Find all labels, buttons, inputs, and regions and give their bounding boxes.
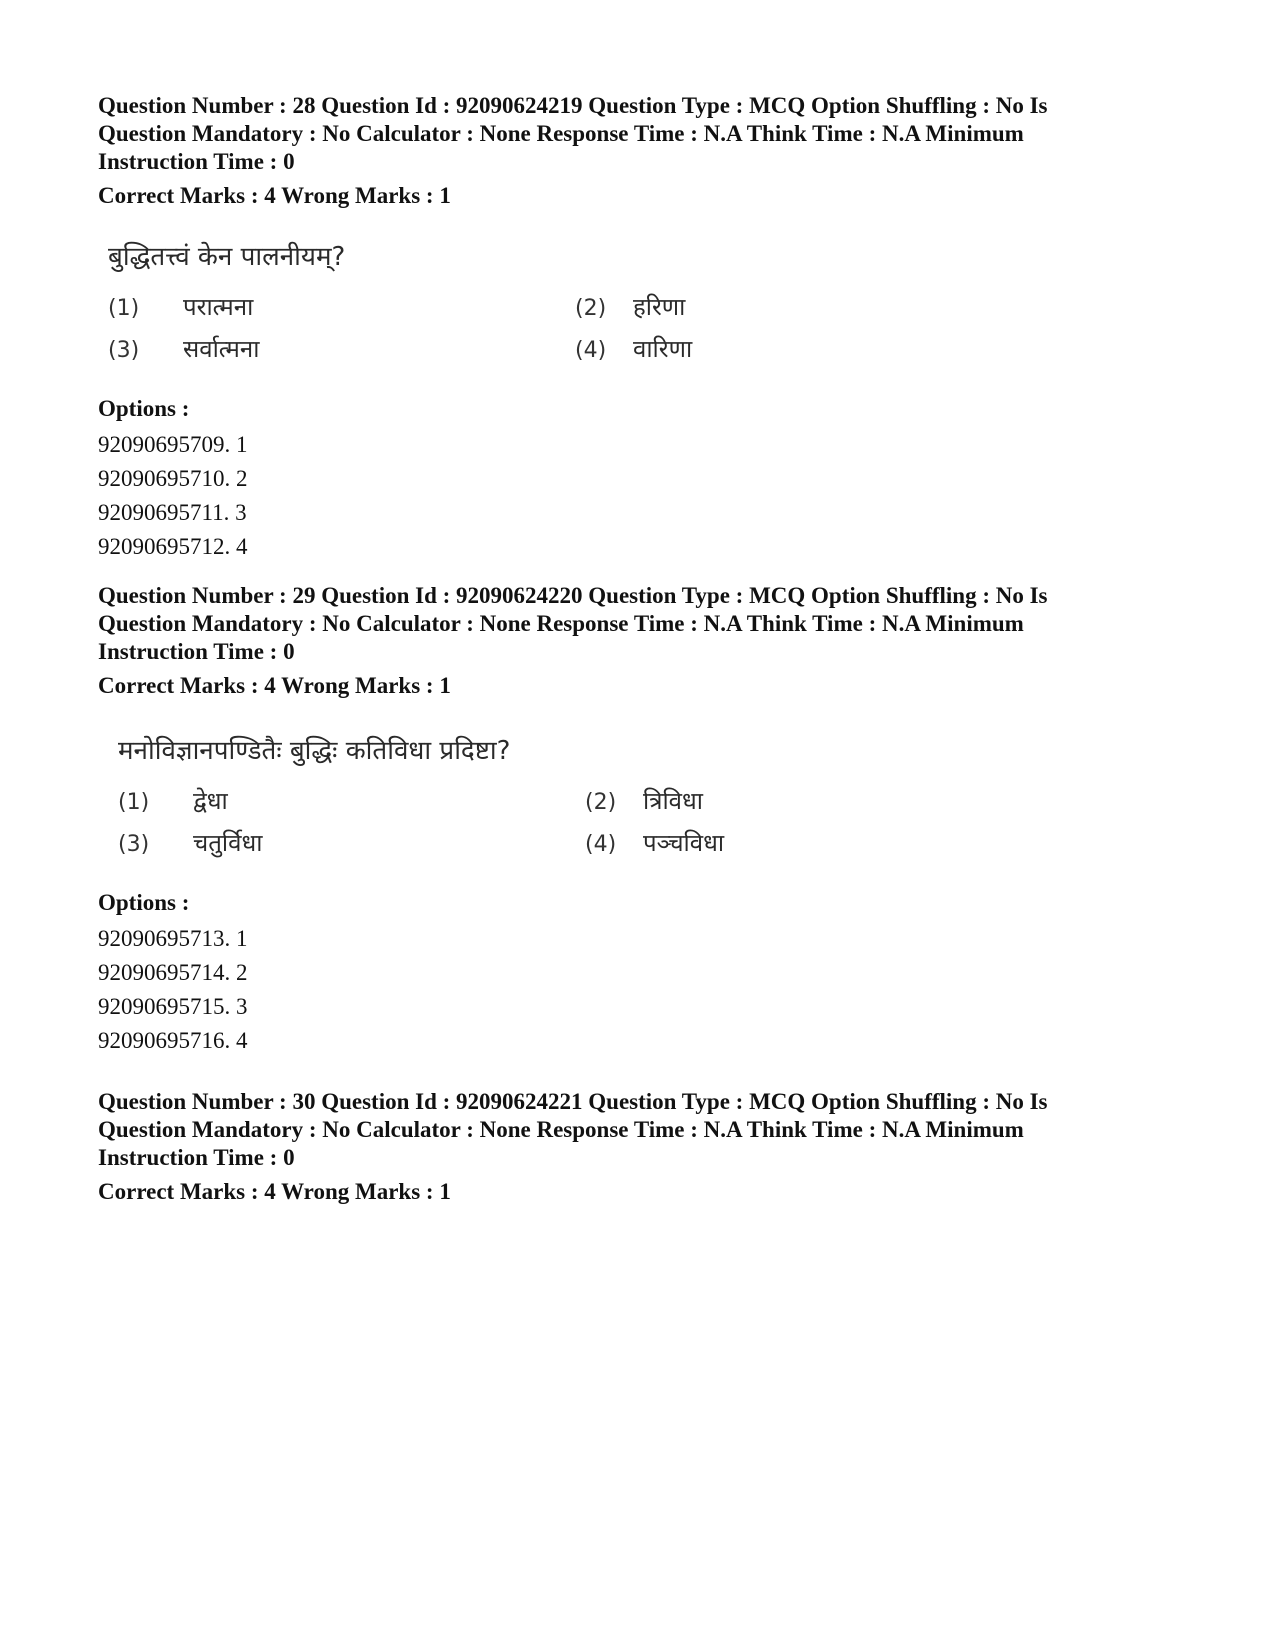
choice-number: (4) [585,832,617,857]
choice-number: (1) [108,296,140,321]
question-stem: मनोविज्ञानपण्डितैः बुद्धिः कतिविधा प्रदिष्टा? [118,736,511,766]
question-meta-line-3: Instruction Time : 0 [98,1145,295,1170]
choice-number: (2) [575,296,607,321]
option-line: 92090695713. 1 [98,926,248,951]
choice-2 [585,784,703,820]
option-line: 92090695712. 4 [98,534,248,559]
choice-number: (3) [108,338,140,363]
question-meta-line-3: Instruction Time : 0 [98,639,295,664]
choice-text: द्वेधा [193,787,228,815]
options-title: Options : [98,396,190,421]
question-meta-line-1: Question Number : 29 Question Id : 92090624220 Question Type : MCQ Option Shuffling : No Is [98,583,1048,608]
question-marks: Correct Marks : 4 Wrong Marks : 1 [98,673,451,698]
choice-text: त्रिविधा [643,787,703,815]
choice-3 [108,332,259,368]
question-meta-line-2: Question Mandatory : No Calculator : None Response Time : N.A Think Time : N.A Minimum [98,611,1024,636]
choice-number: (3) [118,832,150,857]
question-block-28 [98,92,1188,564]
question-marks: Correct Marks : 4 Wrong Marks : 1 [98,183,451,208]
choice-number: (4) [575,338,607,363]
question-image [98,726,1188,876]
question-meta-line-2: Question Mandatory : No Calculator : None Response Time : N.A Think Time : N.A Minimum [98,121,1024,146]
choice-number: (2) [585,790,617,815]
choice-2 [575,290,685,326]
question-marks: Correct Marks : 4 Wrong Marks : 1 [98,1179,451,1204]
options-title: Options : [98,890,190,915]
choice-3 [118,826,262,862]
question-block-29 [98,582,1188,1058]
option-line: 92090695709. 1 [98,432,248,457]
choice-text: पञ्चविधा [643,829,725,857]
choice-text: हरिणा [633,293,686,321]
option-line: 92090695714. 2 [98,960,248,985]
choice-4 [575,332,692,368]
choice-1 [108,290,253,326]
choice-text: परात्मना [183,293,254,321]
question-meta-line-3: Instruction Time : 0 [98,149,295,174]
option-line: 92090695710. 2 [98,466,248,491]
option-line: 92090695716. 4 [98,1028,248,1053]
choice-4 [585,826,724,862]
question-meta-line-1: Question Number : 28 Question Id : 92090624219 Question Type : MCQ Option Shuffling : No Is [98,93,1048,118]
choice-text: सर्वात्मना [183,335,260,363]
question-stem: बुद्धितत्त्वं केन पालनीयम्? [108,242,346,272]
question-meta-line-2: Question Mandatory : No Calculator : None Response Time : N.A Think Time : N.A Minimum [98,1117,1024,1142]
choice-1 [118,784,228,820]
option-line: 92090695711. 3 [98,500,247,525]
question-meta-line-1: Question Number : 30 Question Id : 92090624221 Question Type : MCQ Option Shuffling : No Is [98,1089,1048,1114]
choice-text: वारिणा [633,335,693,363]
question-block-30 [98,1088,1188,1206]
choice-number: (1) [118,790,150,815]
choice-text: चतुर्विधा [193,829,263,857]
option-line: 92090695715. 3 [98,994,248,1019]
question-image [98,232,1188,382]
